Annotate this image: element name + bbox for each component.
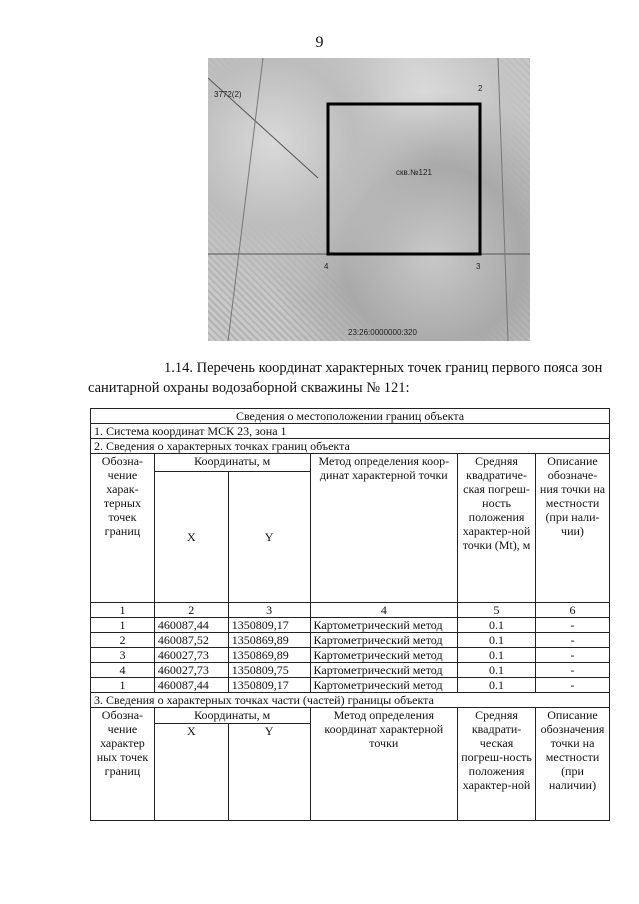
- cell-description: -: [535, 648, 609, 663]
- column-number: 4: [310, 603, 458, 618]
- cell-error: 0.1: [458, 663, 536, 678]
- parcel-number-label: 23:26:0000000:320: [348, 328, 417, 337]
- cell-method: Картометрический метод: [310, 618, 458, 633]
- cell-x: 460087,52: [154, 633, 228, 648]
- section-heading: 2. Сведения о характерных точках границ объекта: [91, 439, 610, 454]
- column-number: 6: [535, 603, 609, 618]
- table-row: [91, 648, 610, 663]
- table-title: Сведения о местоположении границ объекта: [91, 409, 610, 424]
- table-row: [91, 633, 610, 648]
- s3-header-coordinates: Координаты, м: [154, 708, 310, 724]
- header-x: X: [154, 472, 228, 603]
- cell-error: 0.1: [458, 618, 536, 633]
- column-number: 2: [154, 603, 228, 618]
- cell-description: -: [535, 633, 609, 648]
- parcel-line: [498, 58, 508, 341]
- header-point: Обозна-чение харак-терных точек границ: [91, 454, 155, 603]
- cell-method: Картометрический метод: [310, 678, 458, 693]
- cell-description: -: [535, 663, 609, 678]
- cell-point: 1: [91, 678, 155, 693]
- column-number: 5: [458, 603, 536, 618]
- cell-error: 0.1: [458, 678, 536, 693]
- paragraph-line: 1.14. Перечень координат характерных точек границ первого пояса зон: [164, 360, 603, 376]
- cell-point: 4: [91, 663, 155, 678]
- cell-y: 1350809,17: [228, 678, 310, 693]
- cell-description: -: [535, 678, 609, 693]
- cell-error: 0.1: [458, 648, 536, 663]
- s3-header-description: Описание обозначения точки на местности (при наличии): [535, 708, 609, 821]
- s3-header-x: X: [154, 724, 228, 821]
- paragraph-line: санитарной охраны водозаборной скважины № 121:: [88, 380, 410, 396]
- cell-x: 460027,73: [154, 648, 228, 663]
- header-description: Описание обозначе-ния точки на местности (при нали-чии): [535, 454, 609, 603]
- cell-y: 1350809,17: [228, 618, 310, 633]
- point-label-4: 4: [324, 262, 329, 271]
- section-heading: 1. Система координат МСК 23, зона 1: [91, 424, 610, 439]
- parcel-label: 3772(2): [214, 90, 242, 99]
- cell-description: -: [535, 618, 609, 633]
- table-row: [91, 618, 610, 633]
- s3-header-error: Средняя квадрати-ческая погреш-ность положения характер-ной: [458, 708, 536, 821]
- paragraph-1-14: [88, 358, 608, 398]
- page-number: 9: [315, 34, 324, 51]
- table-row: [91, 663, 610, 678]
- cell-y: 1350809,75: [228, 663, 310, 678]
- cell-method: Картометрический метод: [310, 633, 458, 648]
- column-number: 1: [91, 603, 155, 618]
- cell-point: 1: [91, 618, 155, 633]
- cell-error: 0.1: [458, 633, 536, 648]
- cell-method: Картометрический метод: [310, 663, 458, 678]
- point-label-2: 2: [478, 84, 483, 93]
- cell-x: 460027,73: [154, 663, 228, 678]
- s3-header-method: Метод определения координат характерной точки: [310, 708, 458, 821]
- s3-header-point: Обозна-чение характер ных точек границ: [91, 708, 155, 821]
- cell-y: 1350869,89: [228, 648, 310, 663]
- table-row: [91, 678, 610, 693]
- s3-header-y: Y: [228, 724, 310, 821]
- cell-point: 2: [91, 633, 155, 648]
- header-method: Метод определения коор-динат характерной точки: [310, 454, 458, 603]
- column-number: 3: [228, 603, 310, 618]
- cell-x: 460087,44: [154, 678, 228, 693]
- well-label: скв.№121: [396, 168, 432, 177]
- cell-x: 460087,44: [154, 618, 228, 633]
- site-plan-map: [208, 58, 530, 341]
- cell-point: 3: [91, 648, 155, 663]
- header-error: Средняя квадратиче-ская погреш-ность положения характер-ной точки (Mt), м: [458, 454, 536, 603]
- sanitary-zone-boundary: [328, 104, 480, 254]
- coordinates-table: [90, 408, 610, 821]
- header-y: Y: [228, 472, 310, 603]
- header-coordinates: Координаты, м: [154, 454, 310, 472]
- section-heading: 3. Сведения о характерных точках части (частей) границы объекта: [91, 693, 610, 708]
- point-label-3: 3: [476, 262, 481, 271]
- site-plan-drawing: [208, 58, 530, 341]
- cell-method: Картометрический метод: [310, 648, 458, 663]
- cell-y: 1350869,89: [228, 633, 310, 648]
